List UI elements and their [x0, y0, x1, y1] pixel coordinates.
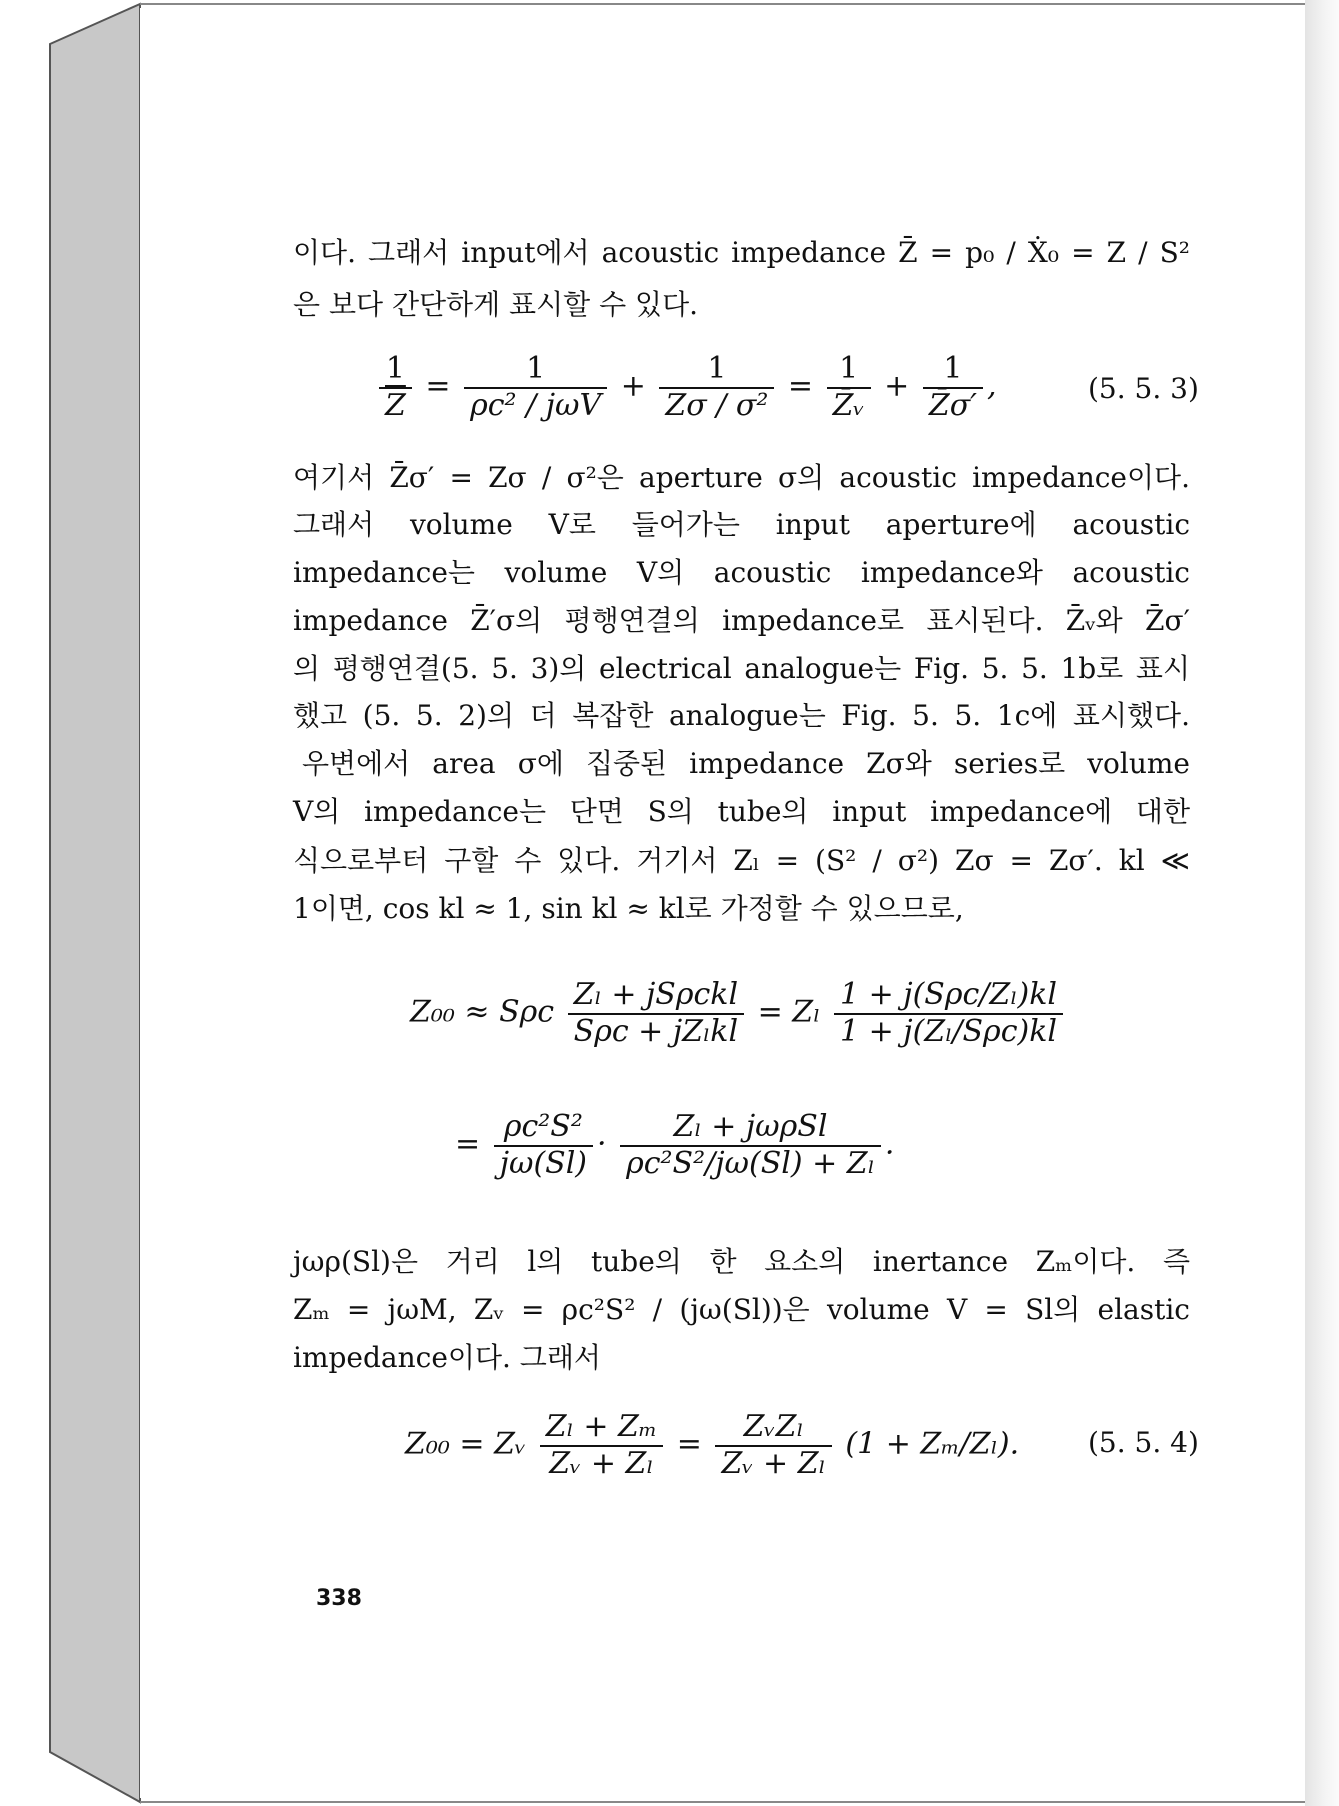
- text-line: 여기서 Z̄σ′ = Zσ / σ²은 aperture σ의 acoustic impedance이다.: [293, 461, 1190, 494]
- page-number: 338: [316, 1586, 362, 1611]
- equation-z00-line2: = $\frac{\text{ρc²S²}}{j\omega(Sl)}$ · $\frac{\text{Zₗ + jωρSl}}{\text{ρc²S²/jω(Sl) + Zₗ}}$ .: [455, 1109, 895, 1181]
- text-line: 은 보다 간단하게 표시할 수 있다.: [293, 288, 699, 321]
- equation-z00-line1: Z₀₀ ≈ Sρc $\frac{\text{Zₗ + jSρckl}}{\text{Sρc + jZₗkl}}$ = Zₗ $\frac{\text{1 + j(Sρc/Zₗ)kl}}{\text{1 + j(Zₗ/Sρc)kl}}$: [410, 978, 1067, 1049]
- text-line: 이다. 그래서 input에서 acoustic impedance Z̄ = p₀ / Ẋ₀ = Z / S²: [293, 236, 1190, 269]
- text-line: impedance Z̄′σ의 평행연결의 impedance로 표시된다. Z̄ᵥ와 Z̄σ′: [293, 604, 1190, 637]
- equation-number: (5. 5. 3): [1088, 372, 1199, 405]
- text-line: 1이면, cos kl ≈ 1, sin kl ≈ kl로 가정할 수 있으므로,: [293, 892, 964, 925]
- text-line: jωρ(Sl)은 거리 l의 tube의 한 요소의 inertance Zₘ이다. 즉: [293, 1245, 1190, 1278]
- text-line: 식으로부터 구할 수 있다. 거기서 Zₗ = (S² / σ²) Zσ = Zσ′. kl ≪: [293, 844, 1190, 877]
- text-line: impedance이다. 그래서: [293, 1341, 601, 1374]
- text-line: 그래서 volume V로 들어가는 input aperture에 acoustic: [293, 508, 1190, 541]
- equation-5-5-4: Z₀₀ = Zᵥ $\frac{\text{Zₗ + Zₘ}}{\text{Zᵥ + Zₗ}}$ = $\frac{\text{ZᵥZₗ}}{\text{Zᵥ + Zₗ}}$ (1 + Zₘ/Zₗ).: [405, 1409, 1020, 1481]
- text-line: 의 평행연결(5. 5. 3)의 electrical analogue는 Fig. 5. 5. 1b로 표시: [293, 652, 1190, 685]
- text-line: 우변에서 area σ에 집중된 impedance Zσ와 series로 volume: [302, 747, 1190, 780]
- equation-5-5-3: $\frac{1}{Z}$ = $\frac{1}{\text{ρc² / jωV}}$ + $\frac{1}{\text{Zσ / σ²}}$ = $\frac{1}{\text{Z̄ᵥ}}$ + $\frac{1}{Z̄\sigma'}$ ,: [375, 352, 997, 423]
- text-line: V의 impedance는 단면 S의 tube의 input impedance에 대한: [293, 795, 1190, 828]
- text-line: Zₘ = jωM, Zᵥ = ρc²S² / (jω(Sl))은 volume V = Sl의 elastic: [293, 1293, 1190, 1326]
- text-line: impedance는 volume V의 acoustic impedance와 acoustic: [293, 556, 1190, 589]
- text-line: 했고 (5. 5. 2)의 더 복잡한 analogue는 Fig. 5. 5. 1c에 표시했다.: [293, 699, 1190, 732]
- equation-number: (5. 5. 4): [1088, 1426, 1199, 1459]
- page-edge-shadow: [1305, 0, 1339, 1806]
